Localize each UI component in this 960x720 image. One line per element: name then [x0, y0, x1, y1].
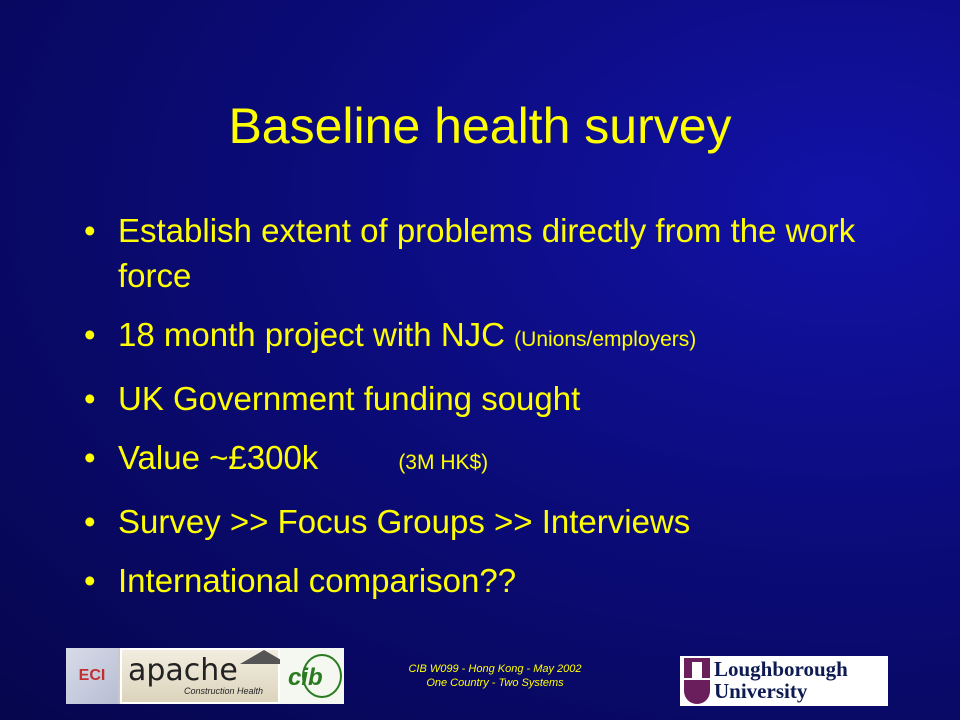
- shield-icon: [684, 658, 710, 704]
- bullet-item: [78, 499, 918, 544]
- bullet-marker: •: [84, 503, 96, 540]
- apache-logo: [122, 650, 278, 702]
- loughborough-logo-line-1: Loughborough: [714, 657, 848, 681]
- bullet-item: [78, 208, 918, 298]
- bullet-note: (Unions/employers): [514, 328, 697, 351]
- loughborough-logo-line-2: University: [714, 679, 808, 703]
- slide-title: Baseline health survey: [228, 98, 732, 154]
- bullet-text: UK Government funding sought: [118, 380, 581, 417]
- loughborough-logo-text: [714, 658, 848, 702]
- apache-logo-text: apache: [128, 653, 238, 688]
- bullet-text: 18 month project with NJC: [118, 316, 515, 353]
- bullet-marker: •: [84, 212, 96, 249]
- bullet-list: [78, 208, 918, 617]
- cib-logo: [280, 648, 344, 704]
- apache-logo-subtitle: Construction Health: [184, 686, 264, 696]
- sponsor-logos: [66, 648, 344, 704]
- eci-logo: ECI: [66, 648, 120, 704]
- cib-logo-text: cib: [288, 664, 323, 691]
- bullet-text: Value ~£300k: [118, 439, 319, 476]
- bullet-text: International comparison??: [118, 562, 517, 599]
- bullet-text: Establish extent of problems directly from the work force: [118, 212, 856, 294]
- footer-line-1: CIB W099 - Hong Kong - May 2002: [408, 663, 582, 675]
- bullet-item: [78, 435, 918, 485]
- bullet-marker: •: [84, 562, 96, 599]
- bullet-marker: •: [84, 316, 96, 353]
- footer-line-2: One Country - Two Systems: [426, 677, 564, 689]
- loughborough-university-logo: [680, 656, 888, 706]
- bullet-marker: •: [84, 380, 96, 417]
- bullet-item: [78, 558, 918, 603]
- bullet-item: [78, 312, 918, 362]
- bullet-marker: •: [84, 439, 96, 476]
- footer: [360, 662, 630, 690]
- bullet-item: [78, 376, 918, 421]
- bullet-text: Survey >> Focus Groups >> Interviews: [118, 503, 691, 540]
- bullet-note: (3M HK$): [398, 451, 489, 474]
